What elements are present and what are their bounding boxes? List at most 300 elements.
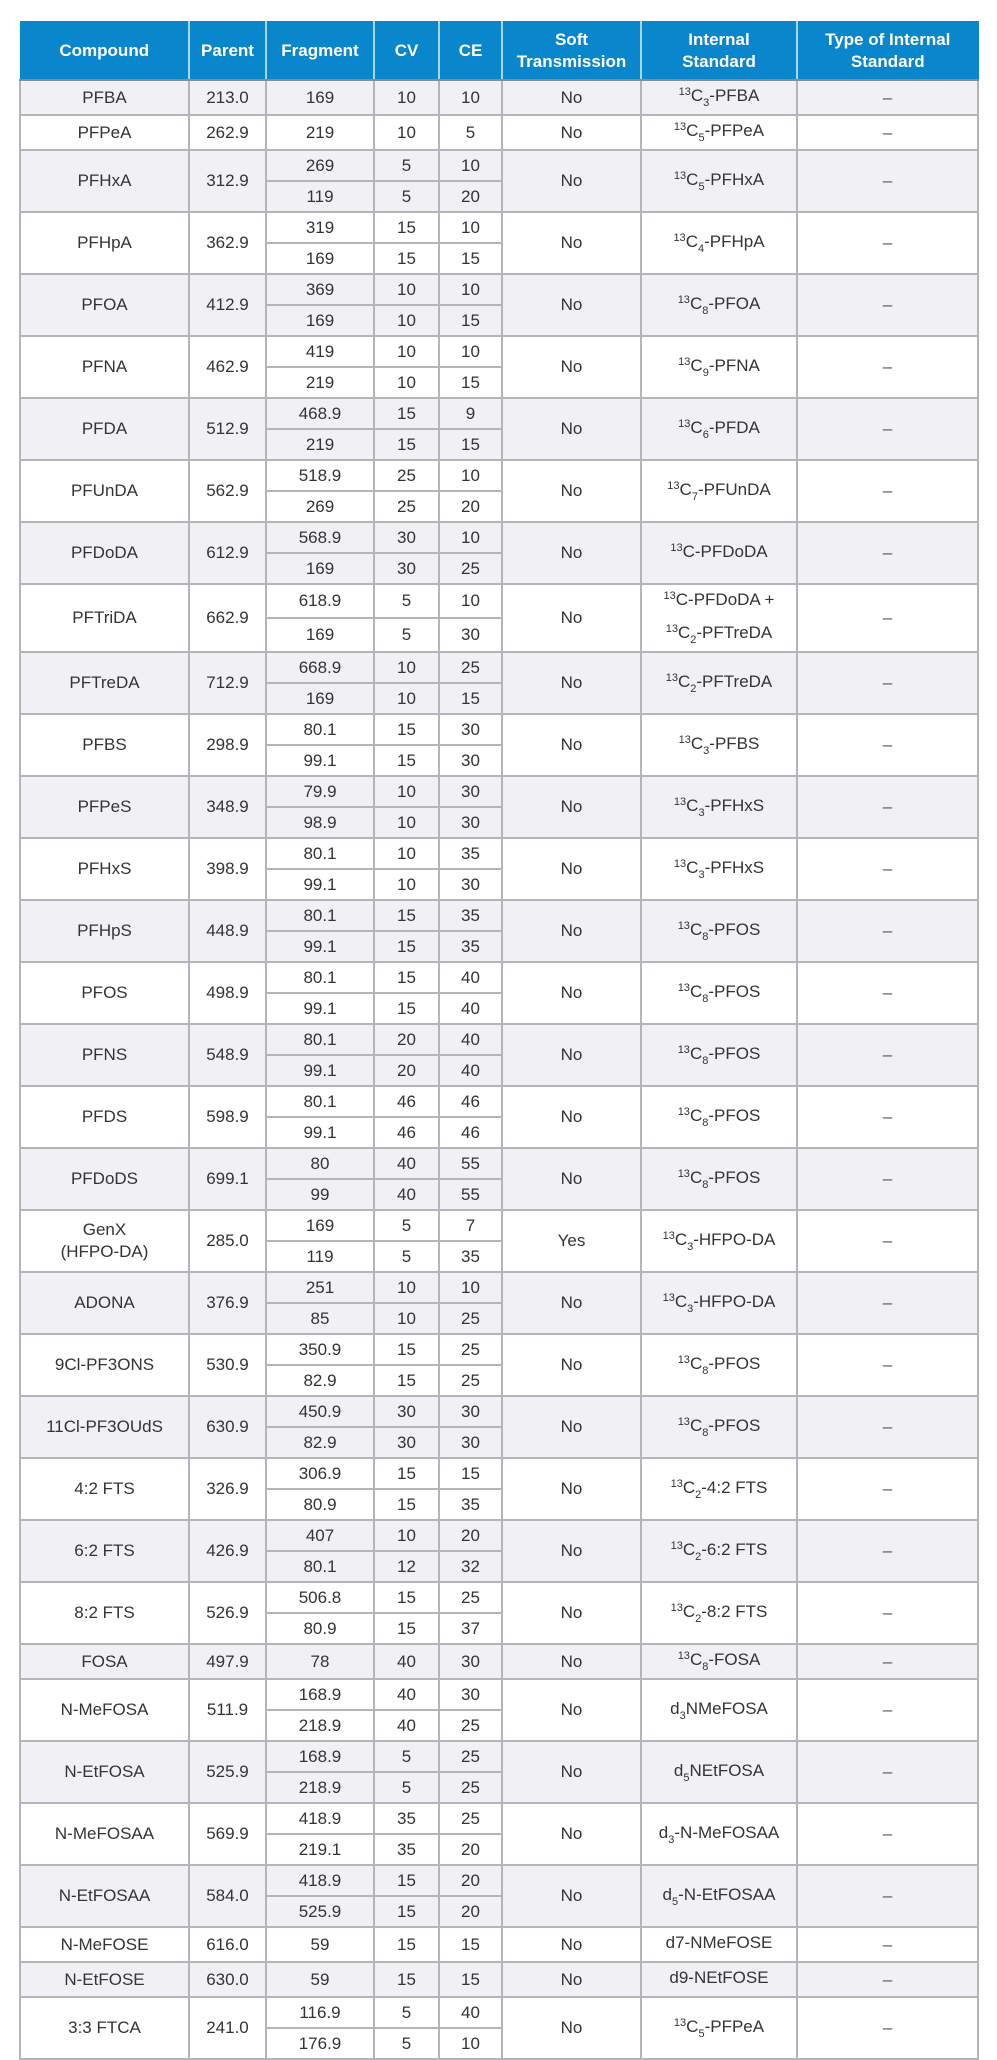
type-of-internal-standard-cell: – [797,776,978,838]
isotope-count-subscript: 8 [702,304,709,317]
isotope-superscript: 13 [677,1650,690,1662]
type-of-internal-standard-cell: – [797,1024,978,1086]
parent-cell: 348.9 [189,776,266,838]
fragment-cell: 99.1 [266,1117,374,1148]
fragment-cell: 80.1 [266,714,374,745]
label-base: C [689,1105,703,1125]
ce-cell: 30 [439,714,502,745]
soft-transmission-cell: No [502,1927,641,1962]
parent-cell: 398.9 [189,838,266,900]
table-row [20,1679,978,1710]
isotope-superscript: 13 [678,417,691,430]
compound-cell [20,1997,189,2059]
isotope-superscript: 13 [673,231,686,244]
cv-cell: 5 [374,150,439,181]
label-rest: -PFOS [708,1167,761,1187]
type-of-internal-standard-cell: – [797,1927,978,1962]
mrm-transitions-table [19,21,979,2060]
fragment-cell: 251 [266,1272,374,1303]
cv-cell: 10 [374,305,439,336]
isotope-superscript: 13 [678,86,691,98]
internal-standard-line [644,729,794,762]
label-base: C [675,590,689,609]
cv-cell: 40 [374,1710,439,1741]
isotope-superscript: 13 [678,355,691,368]
label-base: d [670,1698,680,1718]
ce-cell: 15 [439,429,502,460]
fragment-cell: 269 [266,150,374,181]
ce-cell: 30 [439,807,502,838]
isotope-superscript: 13 [662,1229,675,1242]
fragment-cell: 80.9 [266,1489,374,1520]
compound-name: PFPeA [77,122,132,142]
label-rest: -PFPeA [704,121,765,140]
table-row [20,150,978,181]
ce-cell: 46 [439,1117,502,1148]
soft-transmission-cell: No [502,1272,641,1334]
parent-cell: 511.9 [189,1679,266,1741]
isotope-count-subscript: 3 [668,1833,675,1846]
cv-cell: 10 [374,1520,439,1551]
label-rest: NEtFOSA [689,1760,765,1780]
column-header-compound [20,22,189,81]
cv-cell: 40 [374,1148,439,1179]
ce-cell: 15 [439,1962,502,1997]
column-header-text: Fragment [281,40,359,60]
table-row [20,1865,978,1896]
column-header-parent [189,22,266,81]
soft-transmission-cell: No [502,652,641,714]
internal-standard-line [644,1880,794,1913]
fragment-cell: 80.1 [266,1024,374,1055]
compound-name: PFDS [81,1107,128,1126]
fragment-cell: 116.9 [266,1997,374,2028]
cv-cell: 15 [374,1613,439,1644]
parent-cell: 462.9 [189,336,266,398]
fragment-cell: 419 [266,336,374,367]
compound-cell [20,1582,189,1644]
internal-standard-line [644,1101,794,1134]
fragment-cell: 169 [266,243,374,274]
compound-name: N-MeFOSAA [54,1824,155,1843]
column-header-text: Standard [850,51,925,71]
ce-cell: 20 [439,1896,502,1927]
fragment-cell: 219 [266,115,374,150]
compound-cell [20,1741,189,1803]
fragment-cell: 59 [266,1927,374,1962]
compound-name: (HFPO-DA) [60,1242,149,1261]
table-row [20,1024,978,1055]
isotope-superscript: 13 [677,1105,690,1118]
fragment-cell: 219 [266,367,374,398]
compound-name: PFHpS [77,921,132,940]
cv-cell: 15 [374,962,439,993]
cv-cell: 15 [374,212,439,243]
label-rest: -6:2 FTS [701,1539,768,1559]
compound-name: PFPeS [77,797,132,816]
ce-cell: 35 [439,838,502,869]
soft-transmission-cell: No [502,1803,641,1865]
soft-transmission-cell: No [502,80,641,115]
label-rest: -PFPeA [704,2016,765,2036]
isotope-superscript: 13 [670,1539,683,1552]
label-base: C [686,795,699,815]
compound-name: N-EtFOSAA [58,1886,151,1905]
soft-transmission-cell: No [502,1865,641,1927]
label-base: C [677,671,691,691]
label-base: C [674,1291,688,1311]
table-row [20,584,978,618]
parent-cell: 298.9 [189,714,266,776]
fragment-cell: 219 [266,429,374,460]
fragment-cell: 518.9 [266,460,374,491]
ce-cell: 15 [439,1458,502,1489]
internal-standard-line [644,413,794,446]
compound-cell [20,336,189,398]
table-row [20,1396,978,1427]
type-of-internal-standard-cell: – [797,336,978,398]
cv-cell: 46 [374,1117,439,1148]
parent-cell: 412.9 [189,274,266,336]
internal-standard-cell [641,1520,797,1582]
label-rest: -PFTreDA [696,671,773,691]
compound-name: PFTreDA [69,673,140,692]
type-of-internal-standard-cell: – [797,652,978,714]
internal-standard-line [644,475,794,508]
ce-cell: 25 [439,1772,502,1803]
soft-transmission-cell: No [502,1458,641,1520]
label-rest: -PFDA [708,417,760,437]
internal-standard-cell [641,1865,797,1927]
ce-cell: 25 [439,652,502,683]
isotope-superscript: 13 [673,857,687,870]
parent-cell: 526.9 [189,1582,266,1644]
fragment-cell: 168.9 [266,1679,374,1710]
compound-cell [20,714,189,776]
type-of-internal-standard-cell: – [797,1679,978,1741]
type-of-internal-standard-cell: – [797,522,978,584]
ce-cell: 30 [439,869,502,900]
compound-cell [20,1927,189,1962]
compound-cell [20,1962,189,1997]
compound-name: PFOS [81,983,128,1002]
cv-cell: 15 [374,993,439,1024]
cv-cell: 12 [374,1551,439,1582]
cv-cell: 15 [374,714,439,745]
ce-cell: 10 [439,584,502,618]
internal-standard-cell [641,115,797,150]
column-header-type-of-internal-standard [797,22,978,81]
ce-cell: 15 [439,683,502,714]
compound-cell [20,1024,189,1086]
compound-cell [20,1520,189,1582]
type-of-internal-standard-cell: – [797,460,978,522]
soft-transmission-cell: No [502,584,641,652]
compound-cell [20,212,189,274]
label-rest: -PFHxA [704,169,765,189]
ce-cell: 40 [439,962,502,993]
label-rest: -HFPO-DA [693,1291,776,1311]
label-rest: -PFNA [708,355,760,375]
compound-name: PFDoDS [70,1169,139,1188]
internal-standard-line [644,1597,794,1630]
column-header-text: Standard [682,51,756,71]
cv-cell: 35 [374,1834,439,1865]
compound-cell [20,900,189,962]
internal-standard-line [644,351,794,384]
compound-cell [20,150,189,212]
ce-cell: 10 [439,1272,502,1303]
column-header-cv [374,22,439,81]
compound-name: N-EtFOSE [64,1969,145,1989]
compound-cell [20,274,189,336]
internal-standard-line [644,915,794,948]
isotope-count-subscript: 8 [702,930,709,943]
soft-transmission-cell: No [502,1962,641,1997]
fragment-cell: 78 [266,1644,374,1679]
table-row [20,1741,978,1772]
isotope-superscript: 13 [673,169,687,182]
internal-standard-cell [641,1679,797,1741]
fragment-cell: 80.1 [266,1551,374,1582]
internal-standard-cell [641,1272,797,1334]
soft-transmission-cell: No [502,838,641,900]
soft-transmission-cell: No [502,460,641,522]
ce-cell: 30 [439,1427,502,1458]
internal-standard-cell [641,1148,797,1210]
internal-standard-line [644,1818,794,1851]
cv-cell: 30 [374,553,439,584]
compound-cell [20,1644,189,1679]
type-of-internal-standard-cell: – [797,1962,978,1997]
cv-cell: 10 [374,807,439,838]
parent-cell: 530.9 [189,1334,266,1396]
ce-cell: 30 [439,745,502,776]
cv-cell: 15 [374,745,439,776]
isotope-superscript: 13 [673,2016,687,2029]
compound-cell [20,1396,189,1458]
internal-standard-cell [641,1644,797,1679]
fragment-cell: 82.9 [266,1427,374,1458]
table-row [20,1803,978,1834]
compound-cell [20,962,189,1024]
isotope-count-subscript: 3 [703,744,710,757]
ce-cell: 7 [439,1210,502,1241]
parent-cell: 426.9 [189,1520,266,1582]
label-rest: -PFHpA [704,231,765,251]
isotope-count-subscript: 3 [687,1302,694,1315]
fragment-cell: 568.9 [266,522,374,553]
internal-standard-line [644,1411,794,1444]
fragment-cell: 80.1 [266,838,374,869]
fragment-cell: 407 [266,1520,374,1551]
internal-standard-line [644,227,794,260]
isotope-count-subscript: 3 [703,97,710,109]
table-row [20,460,978,491]
table-row [20,1520,978,1551]
internal-standard-cell [641,1741,797,1803]
ce-cell: 20 [439,181,502,212]
cv-cell: 15 [374,398,439,429]
isotope-count-subscript: 2 [695,1488,702,1501]
isotope-superscript: 13 [665,671,678,684]
parent-cell: 630.9 [189,1396,266,1458]
internal-standard-cell [641,962,797,1024]
isotope-count-subscript: 5 [698,180,705,193]
internal-standard-cell [641,1396,797,1458]
compound-name: PFTriDA [72,608,137,627]
soft-transmission-cell: No [502,522,641,584]
fragment-cell: 168.9 [266,1741,374,1772]
type-of-internal-standard-cell: – [797,115,978,150]
fragment-cell: 169 [266,683,374,714]
isotope-superscript: 13 [670,1477,683,1490]
fragment-cell: 176.9 [266,2028,374,2059]
compound-name: PFBA [82,87,127,107]
ce-cell: 10 [439,460,502,491]
cv-cell: 5 [374,1741,439,1772]
isotope-superscript: 13 [673,121,687,133]
fragment-cell: 668.9 [266,652,374,683]
label-rest: -PFTreDA [696,623,773,642]
parent-cell: 498.9 [189,962,266,1024]
label-base: C [685,231,698,251]
table-row [20,776,978,807]
label-base: C [682,541,695,561]
cv-cell: 5 [374,181,439,212]
internal-standard-cell [641,714,797,776]
label-rest: -PFOS [708,1043,761,1063]
cv-cell: 35 [374,1803,439,1834]
internal-standard-cell [641,398,797,460]
cv-cell: 15 [374,1962,439,1997]
internal-standard-cell [641,150,797,212]
fragment-cell: 80.1 [266,900,374,931]
internal-standard-line [644,81,794,114]
fragment-cell: 418.9 [266,1803,374,1834]
column-header-text: Compound [59,40,150,60]
ce-cell: 10 [439,274,502,305]
table-row [20,1086,978,1117]
cv-cell: 46 [374,1086,439,1117]
compound-name: PFUnDA [70,481,139,500]
column-header-text: CE [458,40,483,60]
compound-cell [20,1803,189,1865]
label-rest: -PFOA [708,293,761,313]
soft-transmission-cell: No [502,1086,641,1148]
cv-cell: 10 [374,115,439,150]
internal-standard-line [644,1535,794,1568]
ce-cell: 30 [439,1644,502,1679]
parent-cell: 662.9 [189,584,266,652]
type-of-internal-standard-cell: – [797,1741,978,1803]
fragment-cell: 169 [266,553,374,584]
isotope-superscript: 13 [670,541,683,554]
table-row [20,652,978,683]
compound-cell [20,1865,189,1927]
isotope-count-subscript: 8 [702,1364,709,1377]
ce-cell: 10 [439,212,502,243]
cv-cell: 10 [374,1272,439,1303]
soft-transmission-cell: No [502,274,641,336]
type-of-internal-standard-cell: – [797,1334,978,1396]
label-base: C [689,1043,703,1063]
isotope-count-subscript: 3 [687,1240,694,1253]
label-base: C [689,1650,703,1669]
fragment-cell: 525.9 [266,1896,374,1927]
internal-standard-cell [641,1458,797,1520]
type-of-internal-standard-cell: – [797,714,978,776]
fragment-cell: 506.8 [266,1582,374,1613]
ce-cell: 30 [439,1679,502,1710]
soft-transmission-cell: No [502,398,641,460]
internal-standard-cell [641,1803,797,1865]
ce-cell: 55 [439,1148,502,1179]
isotope-superscript: 13 [665,623,678,635]
compound-cell [20,1272,189,1334]
internal-standard-line [644,1039,794,1072]
table-row [20,1334,978,1365]
label-rest: -HFPO-DA [693,1229,776,1249]
compound-cell [20,776,189,838]
label-rest: -4:2 FTS [701,1477,768,1497]
parent-cell: 312.9 [189,150,266,212]
soft-transmission-cell: No [502,212,641,274]
table-row [20,962,978,993]
ce-cell: 10 [439,336,502,367]
ce-cell: 46 [439,1086,502,1117]
isotope-superscript: 13 [673,795,687,808]
isotope-superscript: 13 [662,1291,675,1304]
isotope-superscript: 13 [663,590,676,602]
cv-cell: 30 [374,1396,439,1427]
soft-transmission-cell: No [502,1024,641,1086]
parent-cell: 376.9 [189,1272,266,1334]
internal-standard-line [644,289,794,322]
internal-standard-line [644,1645,794,1678]
compound-name: PFDoDA [70,543,139,562]
cv-cell: 15 [374,243,439,274]
type-of-internal-standard-cell: – [797,274,978,336]
cv-cell: 10 [374,80,439,115]
label-base: C [674,1229,688,1249]
label-base: C [689,981,703,1001]
isotope-superscript: 13 [677,1415,690,1428]
isotope-count-subscript: 8 [702,992,709,1005]
fragment-cell: 169 [266,80,374,115]
cv-cell: 5 [374,1997,439,2028]
cv-cell: 10 [374,1303,439,1334]
label-rest: NMeFOSA [685,1698,768,1718]
compound-cell [20,1148,189,1210]
cv-cell: 10 [374,336,439,367]
label-rest: -N-MeFOSAA [674,1822,780,1842]
cv-cell: 5 [374,1772,439,1803]
cv-cell: 40 [374,1644,439,1679]
type-of-internal-standard-cell: – [797,1272,978,1334]
fragment-cell: 98.9 [266,807,374,838]
table-row [20,1582,978,1613]
soft-transmission-cell: No [502,1741,641,1803]
cv-cell: 5 [374,1210,439,1241]
compound-cell [20,1210,189,1272]
compound-name: PFHxA [77,171,132,190]
label-rest: -FOSA [708,1650,761,1669]
fragment-cell: 618.9 [266,584,374,618]
isotope-superscript: 13 [677,1353,690,1366]
type-of-internal-standard-cell: – [797,1396,978,1458]
isotope-superscript: 13 [667,479,680,492]
